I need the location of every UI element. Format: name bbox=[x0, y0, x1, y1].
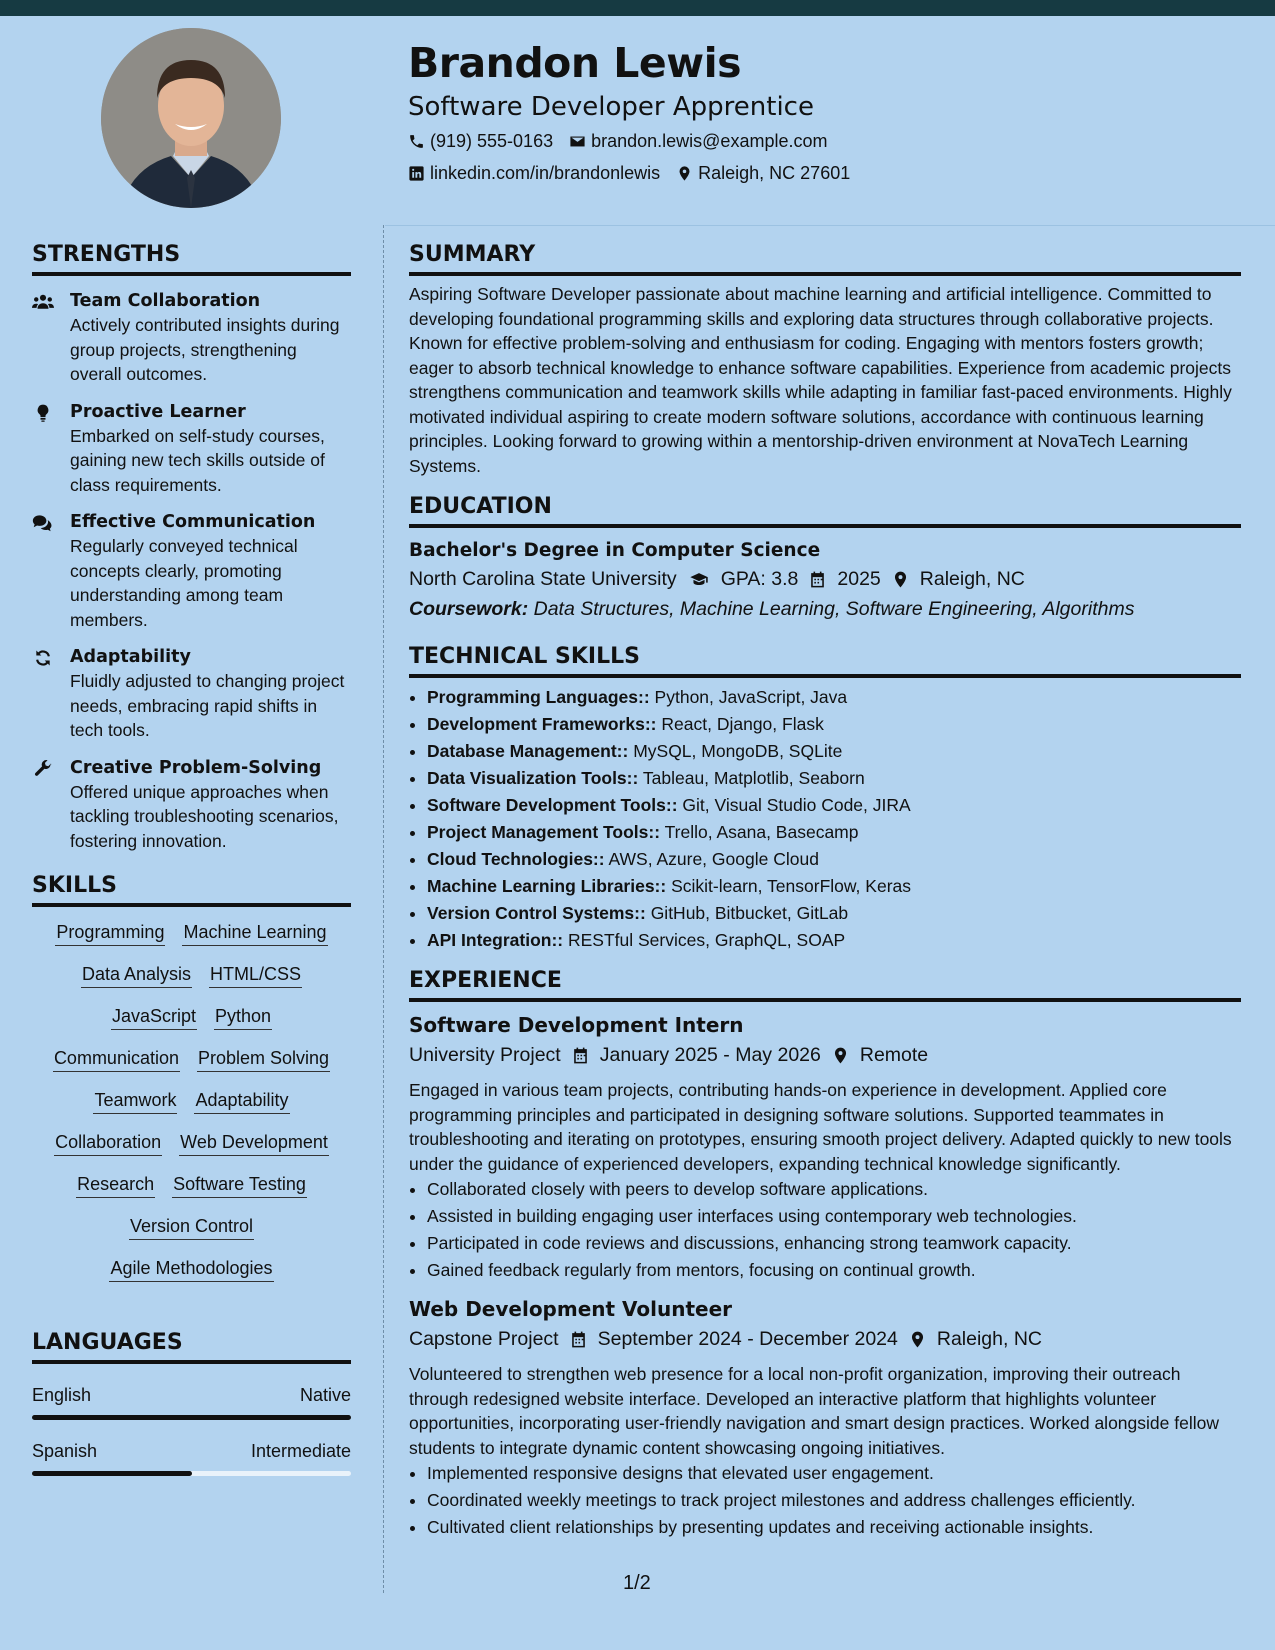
job-bullet: • Participated in code reviews and discussions, enhancing strong teamwork capacity. bbox=[427, 1230, 1241, 1257]
candidate-name: Brandon Lewis bbox=[408, 39, 742, 87]
skill-values: Scikit-learn, TensorFlow, Keras bbox=[671, 876, 912, 896]
language-item bbox=[32, 1438, 351, 1476]
skill-chip: Teamwork bbox=[93, 1087, 177, 1114]
language-bar bbox=[32, 1471, 351, 1476]
strength-desc: Actively contributed insights during group projects, strengthening overall outcomes. bbox=[70, 315, 340, 384]
skill-chip: Research bbox=[76, 1171, 155, 1198]
languages-list bbox=[32, 1382, 351, 1476]
job-org: Capstone Project bbox=[409, 1328, 559, 1350]
strength-item bbox=[32, 289, 351, 387]
technical-skill-item bbox=[427, 738, 1241, 765]
map-pin-icon bbox=[908, 1330, 927, 1349]
languages-heading: LANGUAGES bbox=[32, 1326, 351, 1364]
candidate-role: Software Developer Apprentice bbox=[408, 92, 814, 122]
job-meta bbox=[409, 1040, 1241, 1070]
language-bar-fill bbox=[32, 1471, 192, 1476]
skill-chip: Collaboration bbox=[54, 1129, 162, 1156]
skill-chip: Python bbox=[214, 1003, 272, 1030]
job-bullet: • Cultivated client relationships by presenting updates and receiving actionable insights. bbox=[427, 1514, 1241, 1541]
skills-row bbox=[38, 1213, 345, 1240]
right-column bbox=[409, 238, 1241, 1541]
job-bullet: • Coordinated weekly meetings to track project milestones and address challenges efficiently. bbox=[427, 1487, 1241, 1514]
skill-chip: Software Testing bbox=[172, 1171, 307, 1198]
technical-skills-heading: TECHNICAL SKILLS bbox=[409, 640, 1241, 678]
job-entry bbox=[409, 1294, 1241, 1541]
job-bullet: • Gained feedback regularly from mentors, focusing on continual growth. bbox=[427, 1257, 1241, 1284]
skills-list bbox=[32, 919, 351, 1282]
language-bar-fill bbox=[32, 1415, 351, 1420]
strength-desc: Embarked on self-study courses, gaining new tech skills outside of class requirements. bbox=[70, 425, 325, 495]
skills-row bbox=[38, 961, 345, 988]
contact-phone[interactable]: (919) 555-0163 bbox=[408, 125, 553, 157]
strength-desc: Offered unique approaches when tackling troubleshooting scenarios, fostering innovation. bbox=[70, 781, 339, 851]
linkedin-icon bbox=[408, 165, 425, 182]
job-org: University Project bbox=[409, 1044, 561, 1066]
skills-row bbox=[38, 1045, 345, 1072]
map-pin-icon bbox=[676, 165, 693, 182]
strengths-heading: STRENGTHS bbox=[32, 238, 351, 276]
wrench-icon bbox=[32, 756, 70, 854]
skill-chip: Adaptability bbox=[194, 1087, 289, 1114]
experience-list bbox=[409, 1010, 1241, 1541]
strength-item bbox=[32, 400, 351, 498]
technical-skill-item bbox=[427, 873, 1241, 900]
skill-category: API Integration:: bbox=[427, 930, 564, 950]
graduation-year: 2025 bbox=[837, 568, 881, 590]
skill-chip: Problem Solving bbox=[197, 1045, 330, 1072]
envelope-icon bbox=[569, 133, 586, 150]
job-bullet: • Collaborated closely with peers to develop software applications. bbox=[427, 1176, 1241, 1203]
technical-skill-item bbox=[427, 900, 1241, 927]
strength-title: Proactive Learner bbox=[70, 401, 246, 422]
job-description: Volunteered to strengthen web presence for a local non-profit organization, improving their outreach through redesigned website interface. Developed an interactive platform that highlights volunteer opportunities, incorporating user-friendly navigation and smart design practices. Worked alongside fellow students to integrate dynamic content showcasing ongoing initiatives. bbox=[409, 1364, 1219, 1458]
technical-skill-item bbox=[427, 684, 1241, 711]
lightbulb-icon bbox=[32, 400, 70, 498]
skill-values: RESTful Services, GraphQL, SOAP bbox=[567, 930, 846, 950]
language-name: English bbox=[32, 1385, 92, 1405]
strength-item bbox=[32, 645, 351, 743]
summary-text: Aspiring Software Developer passionate about machine learning and artificial intelligence. Committed to developing foundational programming skills and exploring data structures through collaborative projects. Known for effective problem-solving and enthusiasm for coding. Engaging with mentors fosters growth; eager to absorb technical knowledge to enhance software capabilities. Experience from academic projects strengthens communication and teamwork skills while adapting in familiar fast-paced environments. Highly motivated individual aspiring to create modern software solutions, accordance with continuous learning principles. Looking forward to growing within a mentorship-driven environment at NovaTech Learning Systems. bbox=[409, 284, 1232, 476]
skills-row bbox=[38, 1255, 345, 1282]
strengths-list bbox=[32, 289, 351, 853]
technical-skill-item bbox=[427, 711, 1241, 738]
comments-icon bbox=[32, 510, 70, 632]
calendar-icon bbox=[569, 1330, 588, 1349]
job-dates: January 2025 - May 2026 bbox=[599, 1044, 821, 1066]
skill-values: Trello, Asana, Basecamp bbox=[664, 822, 859, 842]
left-column bbox=[32, 238, 351, 1476]
job-location: Remote bbox=[859, 1044, 929, 1066]
skill-values: Python, JavaScript, Java bbox=[654, 687, 848, 707]
resume-header bbox=[408, 36, 1248, 189]
language-level: Native bbox=[299, 1385, 351, 1405]
strength-item bbox=[32, 756, 351, 854]
language-name: Spanish bbox=[32, 1441, 98, 1461]
technical-skill-item bbox=[427, 846, 1241, 873]
skill-chip: Agile Methodologies bbox=[109, 1255, 273, 1282]
skills-row bbox=[38, 919, 345, 946]
profile-photo bbox=[101, 28, 281, 208]
education-heading: EDUCATION bbox=[409, 490, 1241, 528]
calendar-icon bbox=[571, 1046, 590, 1065]
contact-location: Raleigh, NC 27601 bbox=[676, 157, 850, 189]
map-pin-icon bbox=[891, 570, 910, 589]
contact-linkedin[interactable]: linkedin.com/in/brandonlewis bbox=[408, 157, 660, 189]
strength-desc: Fluidly adjusted to changing project needs, embracing rapid shifts in tech tools. bbox=[70, 671, 345, 740]
job-meta bbox=[409, 1324, 1241, 1354]
strength-title: Team Collaboration bbox=[70, 291, 261, 311]
job-title: Web Development Volunteer bbox=[409, 1297, 733, 1321]
coursework: Coursework: Data Structures, Machine Learning, Software Engineering, Algorithms bbox=[409, 598, 1135, 620]
map-pin-icon bbox=[831, 1046, 850, 1065]
skill-values: React, Django, Flask bbox=[661, 714, 824, 734]
technical-skill-item bbox=[427, 819, 1241, 846]
users-icon bbox=[32, 289, 70, 387]
sync-icon bbox=[32, 645, 70, 743]
job-bullet: • Assisted in building engaging user interfaces using contemporary web technologies. bbox=[427, 1203, 1241, 1230]
job-dates: September 2024 - December 2024 bbox=[597, 1328, 898, 1350]
calendar-icon bbox=[808, 570, 827, 589]
education-location: Raleigh, NC bbox=[919, 568, 1025, 590]
column-divider bbox=[383, 225, 384, 1593]
job-bullet: • Implemented responsive designs that elevated user engagement. bbox=[427, 1460, 1241, 1487]
strength-desc: Regularly conveyed technical concepts clearly, promoting understanding among team members. bbox=[70, 536, 298, 630]
experience-heading: EXPERIENCE bbox=[409, 964, 1241, 1002]
skill-category: Data Visualization Tools:: bbox=[427, 768, 639, 788]
strength-title: Effective Communication bbox=[70, 512, 316, 532]
phone-icon bbox=[408, 133, 425, 150]
skills-heading: SKILLS bbox=[32, 869, 351, 907]
skill-values: MySQL, MongoDB, SQLite bbox=[633, 741, 843, 761]
skill-category: Development Frameworks:: bbox=[427, 714, 657, 734]
contact-email[interactable]: brandon.lewis@example.com bbox=[569, 125, 827, 157]
language-level: Intermediate bbox=[250, 1441, 351, 1461]
skill-category: Project Management Tools:: bbox=[427, 822, 661, 842]
skill-chip: Data Analysis bbox=[81, 961, 192, 988]
skill-chip: Web Development bbox=[179, 1129, 329, 1156]
technical-skill-item bbox=[427, 927, 1241, 954]
strength-title: Adaptability bbox=[70, 647, 191, 667]
strength-item bbox=[32, 510, 351, 632]
language-bar bbox=[32, 1415, 351, 1420]
page-number: 1/2 bbox=[623, 1572, 651, 1594]
skill-chip: Communication bbox=[53, 1045, 180, 1072]
job-location: Raleigh, NC bbox=[936, 1328, 1042, 1350]
job-entry bbox=[409, 1010, 1241, 1284]
graduation-cap-icon bbox=[687, 570, 711, 589]
skill-category: Software Development Tools:: bbox=[427, 795, 678, 815]
skills-row bbox=[38, 1087, 345, 1114]
job-title: Software Development Intern bbox=[409, 1013, 744, 1037]
technical-skill-item bbox=[427, 792, 1241, 819]
header-divider bbox=[385, 225, 1275, 226]
language-item bbox=[32, 1382, 351, 1420]
skills-row bbox=[38, 1171, 345, 1198]
education-meta bbox=[409, 564, 1241, 594]
skill-category: Programming Languages:: bbox=[427, 687, 650, 707]
gpa: GPA: 3.8 bbox=[720, 568, 799, 590]
job-bullets bbox=[409, 1460, 1241, 1541]
top-bar bbox=[0, 0, 1275, 16]
summary-heading: SUMMARY bbox=[409, 238, 1241, 276]
job-bullets bbox=[409, 1176, 1241, 1284]
skill-category: Cloud Technologies:: bbox=[427, 849, 605, 869]
skill-chip: HTML/CSS bbox=[209, 961, 302, 988]
strength-title: Creative Problem-Solving bbox=[70, 757, 322, 778]
skill-values: Git, Visual Studio Code, JIRA bbox=[682, 795, 911, 815]
skill-category: Version Control Systems:: bbox=[427, 903, 646, 923]
skill-chip: JavaScript bbox=[111, 1003, 197, 1030]
skill-values: GitHub, Bitbucket, GitLab bbox=[650, 903, 849, 923]
school-name: North Carolina State University bbox=[409, 568, 677, 590]
skill-chip: Programming bbox=[55, 919, 165, 946]
skill-values: AWS, Azure, Google Cloud bbox=[608, 849, 819, 869]
skill-chip: Machine Learning bbox=[182, 919, 327, 946]
skill-category: Machine Learning Libraries:: bbox=[427, 876, 667, 896]
technical-skills-list bbox=[409, 684, 1241, 954]
skills-row bbox=[38, 1003, 345, 1030]
skill-category: Database Management:: bbox=[427, 741, 629, 761]
degree-title: Bachelor's Degree in Computer Science bbox=[409, 540, 821, 561]
technical-skill-item bbox=[427, 765, 1241, 792]
skills-row bbox=[38, 1129, 345, 1156]
skill-values: Tableau, Matplotlib, Seaborn bbox=[642, 768, 865, 788]
skill-chip: Version Control bbox=[129, 1213, 254, 1240]
job-description: Engaged in various team projects, contributing hands-on experience in development. Applied core programming principles and participated in designing software solutions. Supported teammates in troubleshooting and iterating on prototypes, ensuring smooth project delivery. Adapted quickly to new tools under the guidance of experienced developers, expanding technical knowledge significantly. bbox=[409, 1080, 1232, 1174]
